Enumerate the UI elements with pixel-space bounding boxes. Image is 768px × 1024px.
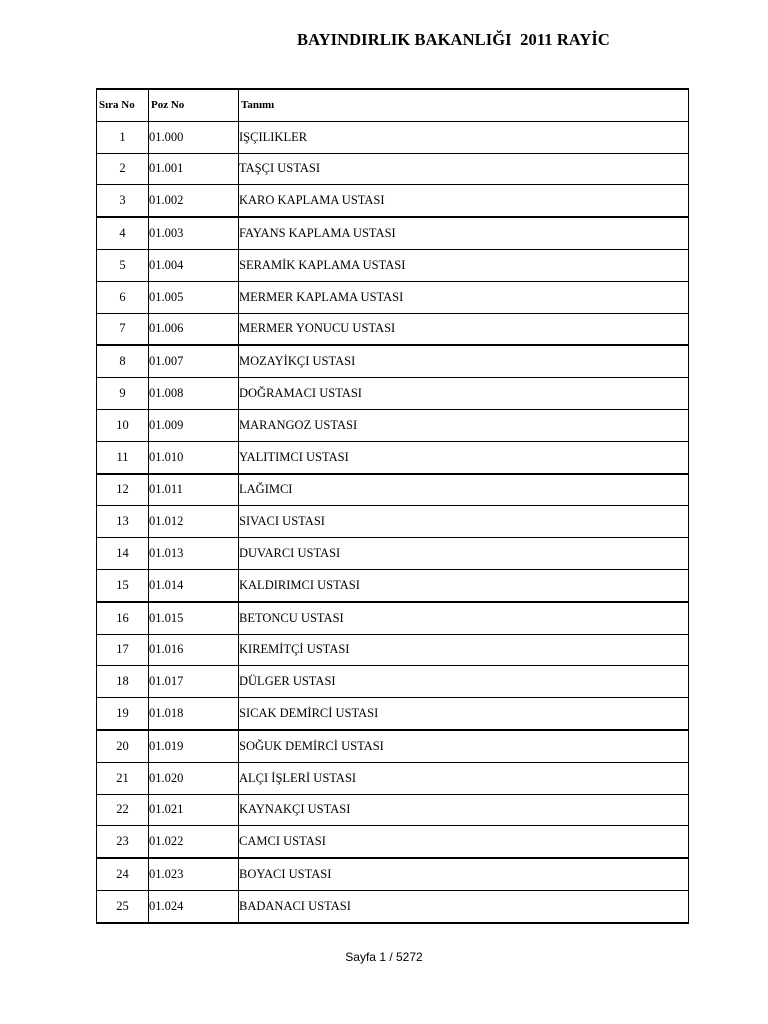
cell-poz-no: 01.018 — [149, 698, 239, 730]
table-row — [97, 409, 689, 441]
cell-tanimi: MARANGOZ USTASI — [239, 409, 689, 441]
cell-tanimi: FAYANS KAPLAMA USTASI — [239, 217, 689, 249]
cell-tanimi: ALÇI İŞLERİ USTASI — [239, 762, 689, 794]
cell-sira-no: 25 — [97, 890, 149, 922]
cell-sira-no: 6 — [97, 281, 149, 313]
table-row — [97, 153, 689, 185]
cell-sira-no: 7 — [97, 313, 149, 345]
cell-poz-no: 01.019 — [149, 730, 239, 762]
cell-sira-no: 15 — [97, 569, 149, 601]
table-body — [97, 121, 689, 922]
table-row — [97, 762, 689, 794]
cell-sira-no: 17 — [97, 634, 149, 666]
cell-poz-no: 01.023 — [149, 858, 239, 890]
table-row — [97, 730, 689, 762]
cell-sira-no: 13 — [97, 506, 149, 538]
cell-poz-no: 01.015 — [149, 602, 239, 634]
cell-sira-no: 2 — [97, 153, 149, 185]
cell-poz-no: 01.000 — [149, 121, 239, 153]
cell-tanimi: DOĞRAMACI USTASI — [239, 378, 689, 410]
table-row — [97, 441, 689, 473]
cell-poz-no: 01.009 — [149, 409, 239, 441]
cell-tanimi: TAŞÇI USTASI — [239, 153, 689, 185]
cell-sira-no: 1 — [97, 121, 149, 153]
cell-tanimi: BADANACI USTASI — [239, 890, 689, 922]
table-row — [97, 666, 689, 698]
cell-tanimi: SICAK DEMİRCİ USTASI — [239, 698, 689, 730]
cell-tanimi: DUVARCI USTASI — [239, 538, 689, 570]
table-row — [97, 474, 689, 506]
cell-poz-no: 01.012 — [149, 506, 239, 538]
cell-poz-no: 01.020 — [149, 762, 239, 794]
table-row — [97, 698, 689, 730]
cell-poz-no: 01.007 — [149, 345, 239, 377]
cell-tanimi: MERMER KAPLAMA USTASI — [239, 281, 689, 313]
cell-sira-no: 14 — [97, 538, 149, 570]
cell-sira-no: 22 — [97, 794, 149, 826]
page-title: BAYINDIRLIK BAKANLIĞI 2011 RAYİC — [297, 30, 610, 49]
table-row — [97, 378, 689, 410]
table-row — [97, 121, 689, 153]
table-row — [97, 602, 689, 634]
table-row — [97, 249, 689, 281]
cell-poz-no: 01.004 — [149, 249, 239, 281]
cell-poz-no: 01.011 — [149, 474, 239, 506]
cell-sira-no: 3 — [97, 185, 149, 217]
cell-tanimi: CAMCI USTASI — [239, 826, 689, 858]
cell-tanimi: SIVACI USTASI — [239, 506, 689, 538]
cell-sira-no: 23 — [97, 826, 149, 858]
cell-sira-no: 11 — [97, 441, 149, 473]
cell-sira-no: 18 — [97, 666, 149, 698]
cell-tanimi: DÜLGER USTASI — [239, 666, 689, 698]
cell-tanimi: LAĞIMCI — [239, 474, 689, 506]
cell-poz-no: 01.016 — [149, 634, 239, 666]
cell-tanimi: KIREMİTÇİ USTASI — [239, 634, 689, 666]
cell-poz-no: 01.001 — [149, 153, 239, 185]
cell-sira-no: 12 — [97, 474, 149, 506]
table-row — [97, 313, 689, 345]
cell-poz-no: 01.008 — [149, 378, 239, 410]
cell-tanimi: KAYNAKÇI USTASI — [239, 794, 689, 826]
table-row — [97, 217, 689, 249]
cell-sira-no: 24 — [97, 858, 149, 890]
cell-tanimi: SERAMİK KAPLAMA USTASI — [239, 249, 689, 281]
table-row — [97, 538, 689, 570]
cell-sira-no: 20 — [97, 730, 149, 762]
table-row — [97, 506, 689, 538]
table-row — [97, 569, 689, 601]
table-row — [97, 858, 689, 890]
table-row — [97, 826, 689, 858]
table-row — [97, 890, 689, 922]
page-number: Sayfa 1 / 5272 — [345, 950, 423, 964]
cell-sira-no: 16 — [97, 602, 149, 634]
cell-sira-no: 10 — [97, 409, 149, 441]
rayic-table — [96, 88, 689, 924]
table-header-row — [97, 89, 689, 121]
cell-tanimi: KALDIRIMCI USTASI — [239, 569, 689, 601]
header-sira-no: Sıra No — [97, 89, 149, 121]
cell-sira-no: 8 — [97, 345, 149, 377]
header-tanimi: Tanımı — [239, 89, 689, 121]
cell-tanimi: MERMER YONUCU USTASI — [239, 313, 689, 345]
cell-poz-no: 01.021 — [149, 794, 239, 826]
cell-poz-no: 01.017 — [149, 666, 239, 698]
cell-poz-no: 01.005 — [149, 281, 239, 313]
cell-poz-no: 01.013 — [149, 538, 239, 570]
cell-sira-no: 19 — [97, 698, 149, 730]
cell-poz-no: 01.024 — [149, 890, 239, 922]
cell-poz-no: 01.006 — [149, 313, 239, 345]
cell-tanimi: BOYACI USTASI — [239, 858, 689, 890]
cell-tanimi: YALITIMCI USTASI — [239, 441, 689, 473]
table-row — [97, 281, 689, 313]
table-row — [97, 634, 689, 666]
cell-sira-no: 9 — [97, 378, 149, 410]
cell-sira-no: 4 — [97, 217, 149, 249]
cell-tanimi: MOZAYİKÇI USTASI — [239, 345, 689, 377]
cell-tanimi: SOĞUK DEMİRCİ USTASI — [239, 730, 689, 762]
cell-sira-no: 5 — [97, 249, 149, 281]
cell-tanimi: IŞÇILIKLER — [239, 121, 689, 153]
header-poz-no: Poz No — [149, 89, 239, 121]
table-row — [97, 794, 689, 826]
table-row — [97, 345, 689, 377]
cell-tanimi: KARO KAPLAMA USTASI — [239, 185, 689, 217]
cell-poz-no: 01.002 — [149, 185, 239, 217]
cell-poz-no: 01.010 — [149, 441, 239, 473]
cell-tanimi: BETONCU USTASI — [239, 602, 689, 634]
cell-sira-no: 21 — [97, 762, 149, 794]
cell-poz-no: 01.003 — [149, 217, 239, 249]
cell-poz-no: 01.022 — [149, 826, 239, 858]
cell-poz-no: 01.014 — [149, 569, 239, 601]
table-row — [97, 185, 689, 217]
